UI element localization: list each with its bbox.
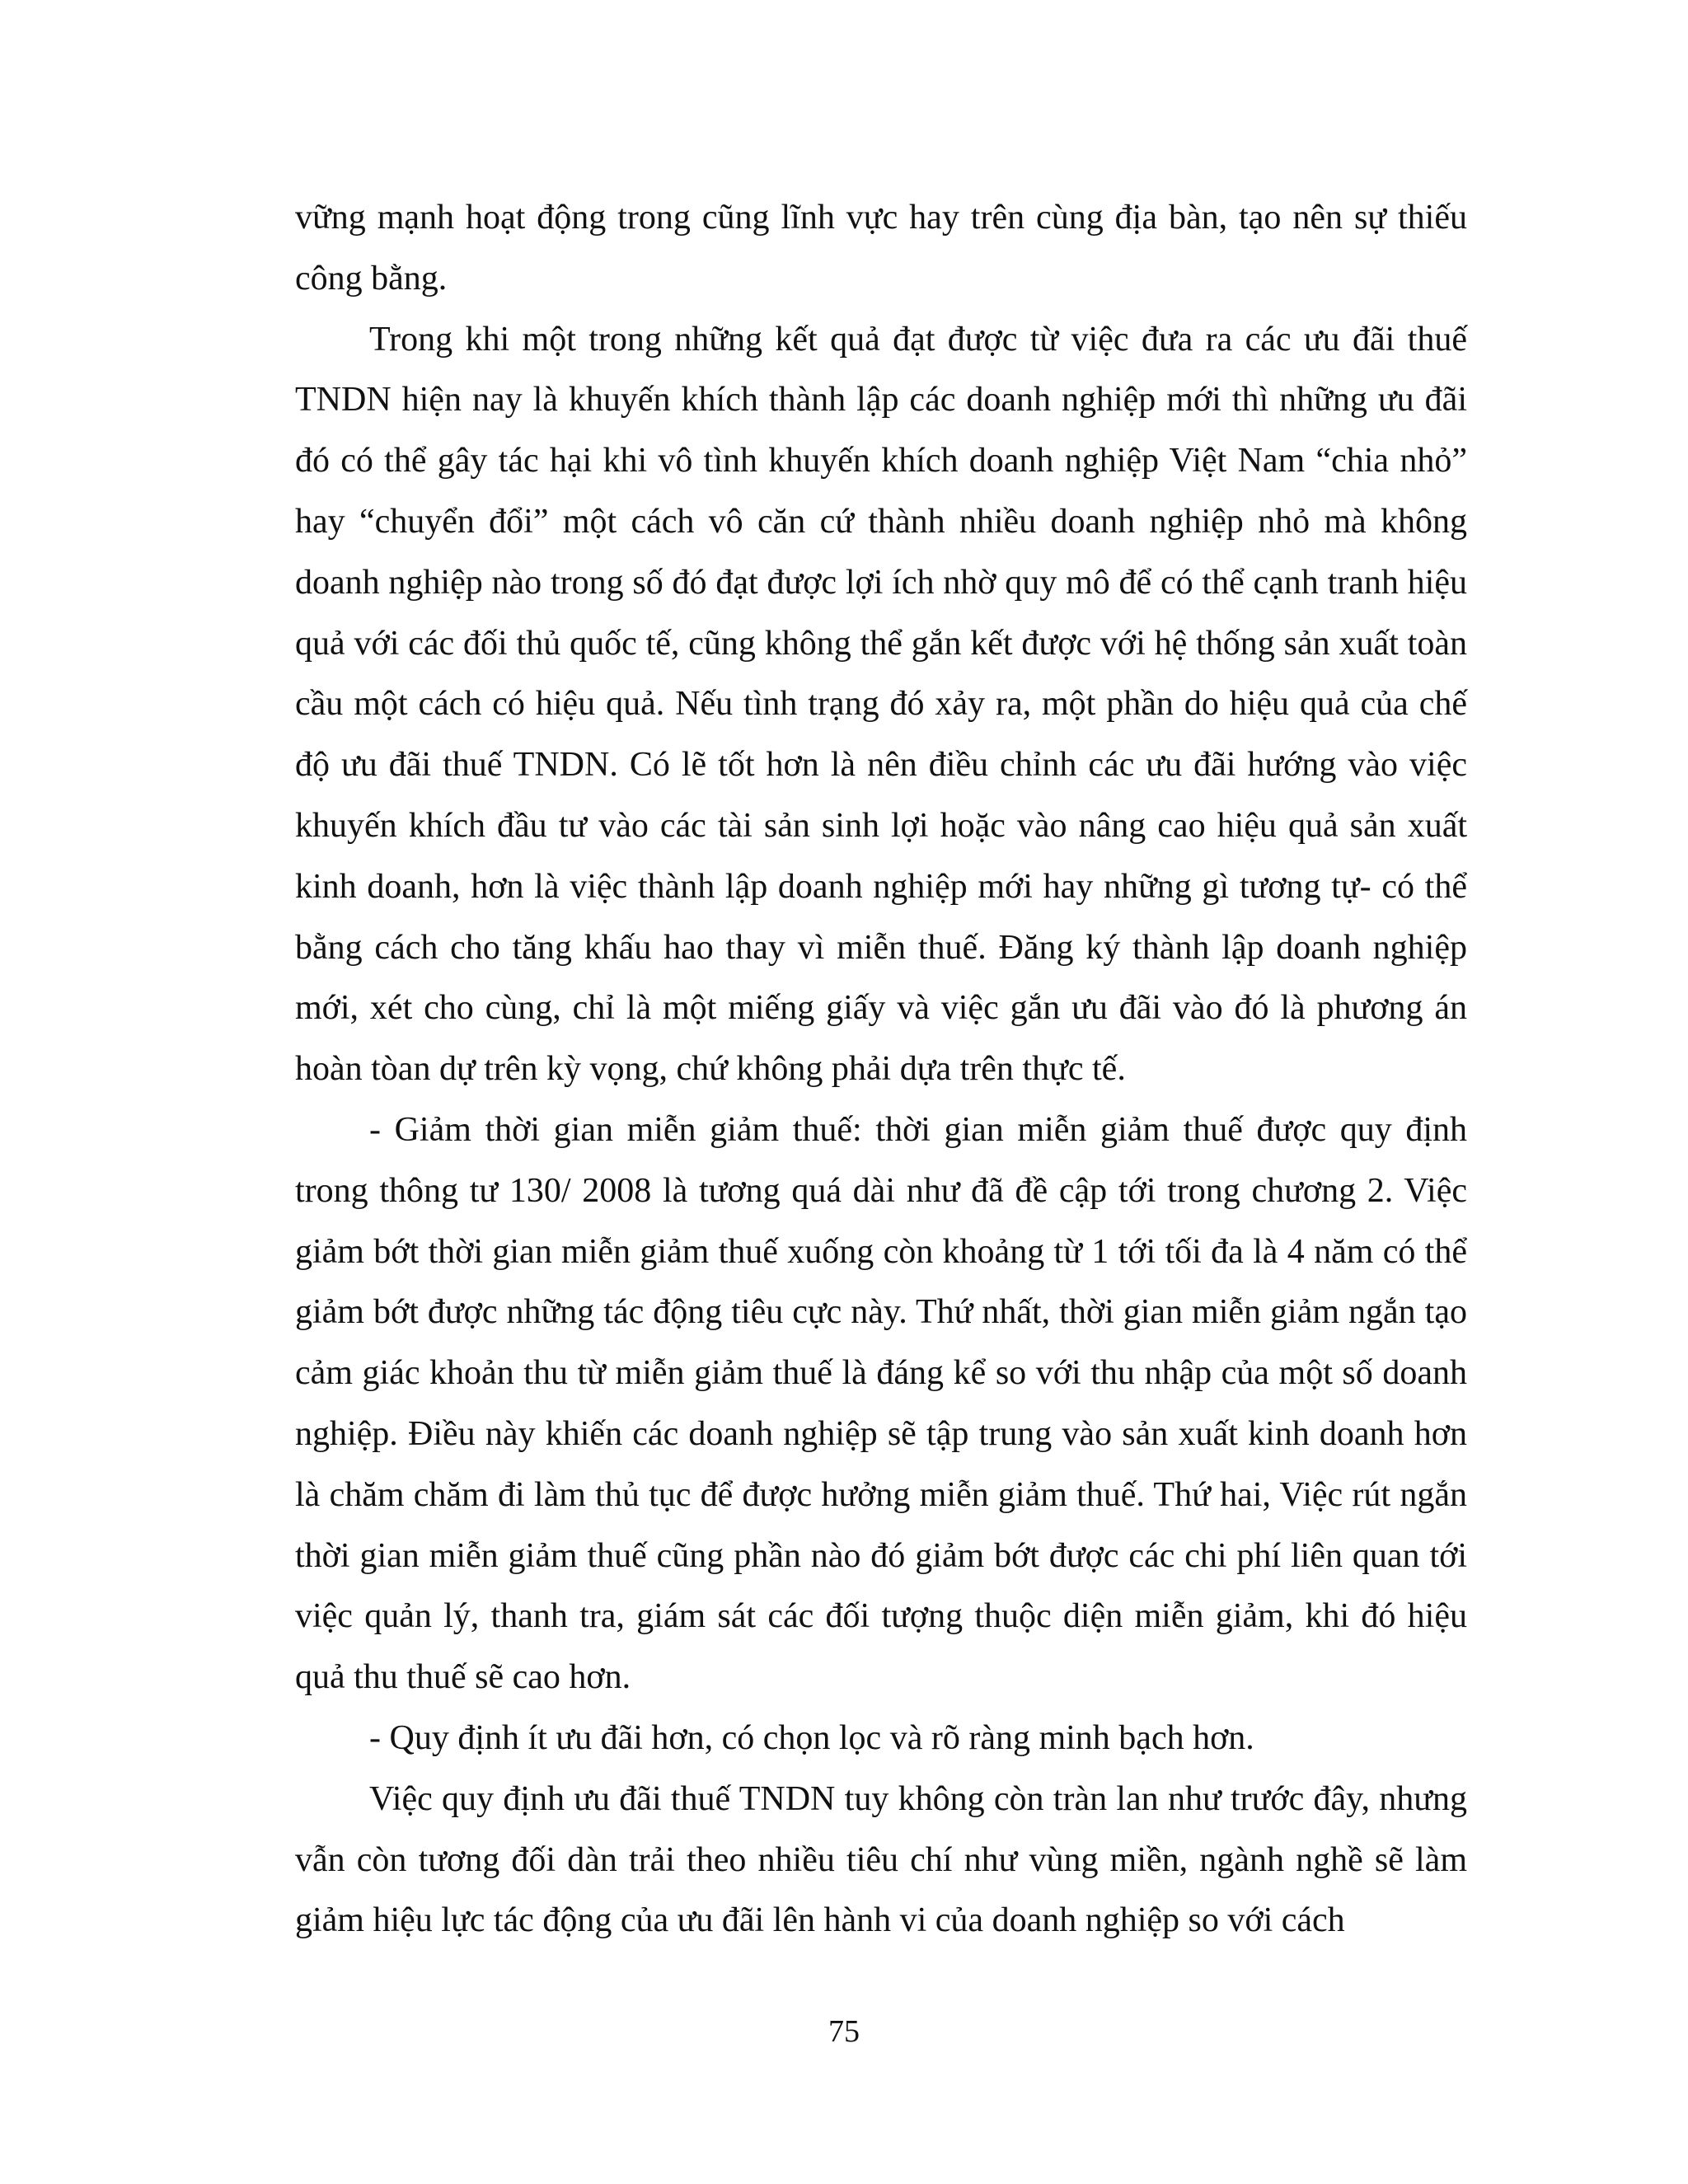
page-number: 75 xyxy=(828,2014,860,2049)
page-body xyxy=(295,188,1467,1952)
paragraph-enterprise-splitting: Trong khi một trong những kết quả đạt được từ việc đưa ra các ưu đãi thuế TNDN hiện nay là khuyến khích thành lập các doanh nghiệp mới thì những ưu đãi đó có thể gây tác hại khi vô tình khuyến khích doanh nghiệp Việt Nam “chia nhỏ” hay “chuyển đổi” một cách vô căn cứ thành nhiều doanh nghiệp nhỏ mà không doanh nghiệp nào trong số đó đạt được lợi ích nhờ quy mô để có thể cạnh tranh hiệu quả với các đối thủ quốc tế, cũng không thể gắn kết được với hệ thống sản xuất toàn cầu một cách có hiệu quả. Nếu tình trạng đó xảy ra, một phần do hiệu quả của chế độ ưu đãi thuế TNDN. Có lẽ tốt hơn là nên điều chỉnh các ưu đãi hướng vào việc khuyến khích đầu tư vào các tài sản sinh lợi hoặc vào nâng cao hiệu quả sản xuất kinh doanh, hơn là việc thành lập doanh nghiệp mới hay những gì tương tự- có thể bằng cách cho tăng khấu hao thay vì miễn thuế. Đăng ký thành lập doanh nghiệp mới, xét cho cùng, chỉ là một miếng giấy và việc gắn ưu đãi vào đó là phương án hoàn tòan dự trên kỳ vọng, chứ không phải dựa trên thực tế. xyxy=(295,320,1467,1089)
paragraph-fewer-incentives: - Quy định ít ưu đãi hơn, có chọn lọc và rõ ràng minh bạch hơn. xyxy=(369,1718,1254,1757)
paragraph-continuation: vững mạnh hoạt động trong cũng lĩnh vực hay trên cùng địa bàn, tạo nên sự thiếu công bằng. xyxy=(295,199,1467,298)
paragraph-reduce-exemption-period: - Giảm thời gian miễn giảm thuế: thời gian miễn giảm thuế được quy định trong thông tư 130/ 2008 là tương quá dài như đã đề cập tới trong chương 2. Việc giảm bớt thời gian miễn giảm thuế xuống còn khoảng từ 1 tới tối đa là 4 năm có thể giảm bớt được những tác động tiêu cực này. Thứ nhất, thời gian miễn giảm ngắn tạo cảm giác khoản thu từ miễn giảm thuế là đáng kể so với thu nhập của một số doanh nghiệp. Điều này khiến các doanh nghiệp sẽ tập trung vào sản xuất kinh doanh hơn là chăm chăm đi làm thủ tục để được hưởng miễn giảm thuế. Thứ hai, Việc rút ngắn thời gian miễn giảm thuế cũng phần nào đó giảm bớt được các chi phí liên quan tới việc quản lý, thanh tra, giám sát các đối tượng thuộc diện miễn giảm, khi đó hiệu quả thu thuế sẽ cao hơn. xyxy=(295,1110,1467,1697)
paragraph-incentive-regulation: Việc quy định ưu đãi thuế TNDN tuy không còn tràn lan như trước đây, nhưng vẫn còn tương đối dàn trải theo nhiều tiêu chí như vùng miền, ngành nghề sẽ làm giảm hiệu lực tác động của ưu đãi lên hành vi của doanh nghiệp so với cách xyxy=(295,1779,1467,1940)
